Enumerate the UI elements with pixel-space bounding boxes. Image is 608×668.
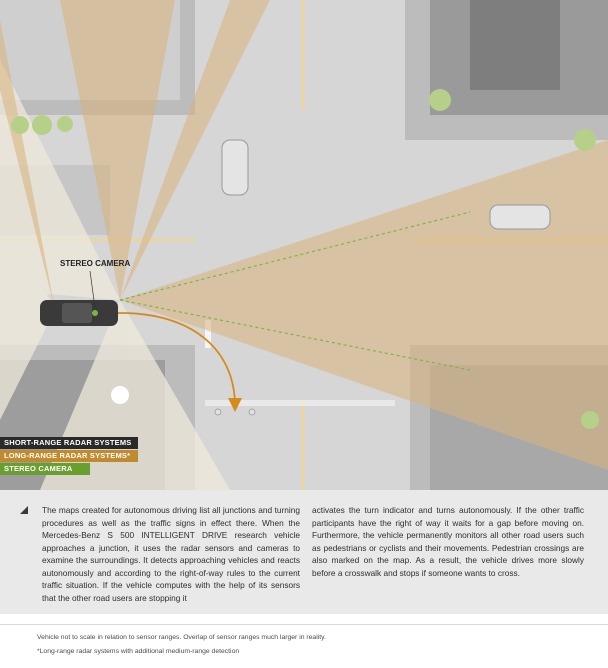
description-column-left: The maps created for autonomous driving list all junctions and turning procedures as well as the traffic signs in effect there. When the Mercedes-Benz S 500 INTELLIGENT DRIVE research vehicle approaches a junction, it uses the radar sensors and cameras to examine the surroundings. It detects approaching vehicles and reacts autonomously and according to the right-of-way rules to the current traffic situation. If the vehicle computes with the help of its sensors that the other road users are stopping it — [42, 505, 300, 603]
stereo-camera-dot — [92, 310, 98, 316]
research-vehicle — [40, 300, 118, 326]
stereo-camera-label: STEREO CAMERA — [60, 259, 131, 268]
city-block-top-right — [405, 0, 608, 140]
description-panel — [0, 490, 608, 614]
legend-long-range: LONG-RANGE RADAR SYSTEMS* — [0, 450, 138, 462]
footnote-long-range: *Long-range radar systems with additional medium-range detection — [37, 648, 240, 655]
divider — [0, 624, 608, 625]
other-car-right — [490, 205, 550, 229]
legend-stereo-camera: STEREO CAMERA — [0, 463, 90, 475]
triangle-bullet-icon — [20, 506, 28, 514]
sensor-legend — [0, 437, 138, 476]
footnote-scale: Vehicle not to scale in relation to sensor ranges. Overlap of sensor ranges much larger in reality. — [37, 634, 326, 641]
other-car-top — [222, 140, 248, 195]
description-column-right: activates the turn indicator and turns autonomously. If the other traffic participants have the right of way it waits for a gap before moving on. Furthermore, the vehicle permanently monitors all other road users such as pedestrians or cyclists and their movements. Pedestrian crossings are also marked on the map. As a result, the vehicle drives more slowly before a crosswalk and stops if someone wants to cross. — [312, 505, 584, 578]
legend-short-range: SHORT-RANGE RADAR SYSTEMS — [0, 437, 138, 449]
